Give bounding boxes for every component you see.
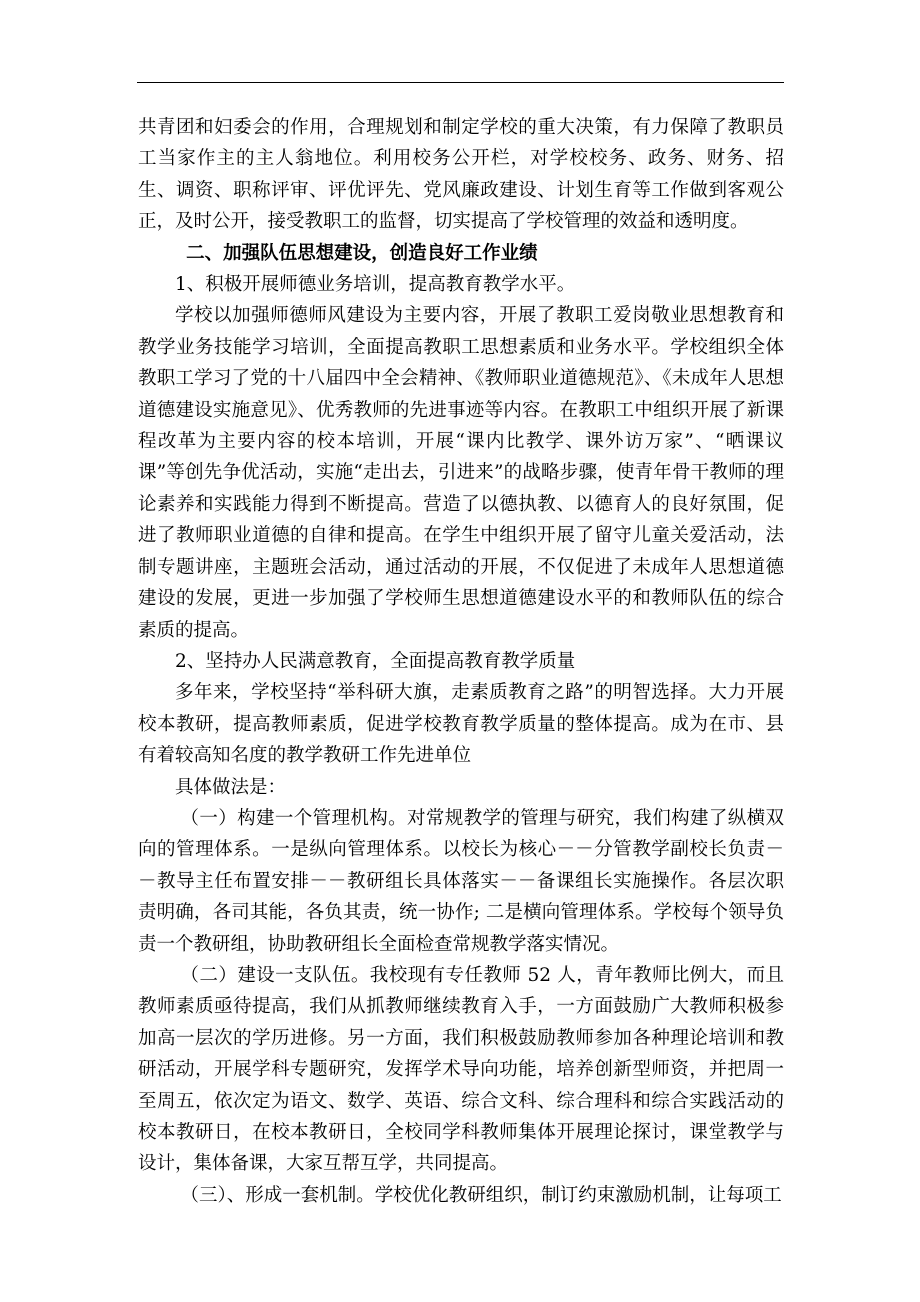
paragraph-research: 多年来，学校坚持“举科研大旗，走素质教育之路”的明智选择。大力开展校本教研，提高教师素质，促进学校教育教学质量的整体提高。成为在市、县有着较高知名度的教学教研工作先进单位 (138, 682, 784, 767)
list-item-team: （二）建设一支队伍。我校现有专任教师 52 人，青年教师比例大，而且教师素质亟待提高，我们从抓教师继续教育入手，一方面鼓励广大教师积极参加高一层次的学历进修。另一方面，我们积极鼓励教师参加各种理论培训和教研活动，开展学科专题研究，发挥学术导向功能，培养创新型师资，并把周一至周五，依次定为语文、数学、英语、综合文科、综合理科和综合实践活动的校本教研日，在校本教研日，全校同学科教师集体开展理论探讨，课堂教学与设计，集体备课，大家互帮互学，共同提高。 (138, 964, 784, 1175)
paragraph-methods-intro: 具体做法是： (175, 776, 287, 798)
list-item-management: （一）构建一个管理机构。对常规教学的管理与研究，我们构建了纵横双向的管理体系。一是纵向管理体系。以校长为核心－－分管教学副校长负责－－教导主任布置安排－－教研组长具体落实－－备课组长实施操作。各层次职责明确，各司其能，各负其责，统一协作; 二是横向管理体系。学校每个领导负责一个教研组，协助教研组长全面检查常规教学落实情况。 (138, 807, 784, 955)
subsection-title-2: 2、坚持办人民满意教育，全面提高教育教学质量 (175, 650, 576, 672)
subsection-title-1: 1、积极开展师德业务培训，提高教育教学水平。 (175, 274, 576, 296)
section-heading: 二、加强队伍思想建设，创造良好工作业绩 (186, 242, 538, 264)
list-item-mechanism: （三）、形成一套机制。学校优化教研组织，制订约束激励机制，让每项工 (180, 1184, 782, 1206)
header-rule (137, 82, 784, 83)
document-body (138, 112, 784, 1211)
paragraph-continuation: 共青团和妇委会的作用，合理规划和制定学校的重大决策，有力保障了教职员工当家作主的主人翁地位。利用校务公开栏，对学校校务、政务、财务、招生、调资、职称评审、评优评先、党风廉政建设、计划生育等工作做到客观公正，及时公开，接受教职工的监督，切实提高了学校管理的效益和透明度。 (138, 117, 784, 233)
paragraph-training: 学校以加强师德师风建设为主要内容，开展了教职工爱岗敬业思想教育和教学业务技能学习培训，全面提高教职工思想素质和业务水平。学校组织全体教职工学习了党的十八届四中全会精神、《教师职业道德规范》、《未成年人思想道德建设实施意见》、优秀教师的先进事迹等内容。在教职工中组织开展了新课程改革为主要内容的校本培训，开展“课内比教学、课外访万家”、“晒课议课”等创先争优活动，实施“走出去，引进来”的战略步骤，使青年骨干教师的理论素养和实践能力得到不断提高。营造了以德执教、以德育人的良好氛围，促进了教师职业道德的自律和提高。在学生中组织开展了留守儿童关爱活动，法制专题讲座，主题班会活动，通过活动的开展，不仅促进了未成年人思想道德建设的发展，更进一步加强了学校师生思想道德建设水平的和教师队伍的综合素质的提高。 (138, 305, 784, 641)
